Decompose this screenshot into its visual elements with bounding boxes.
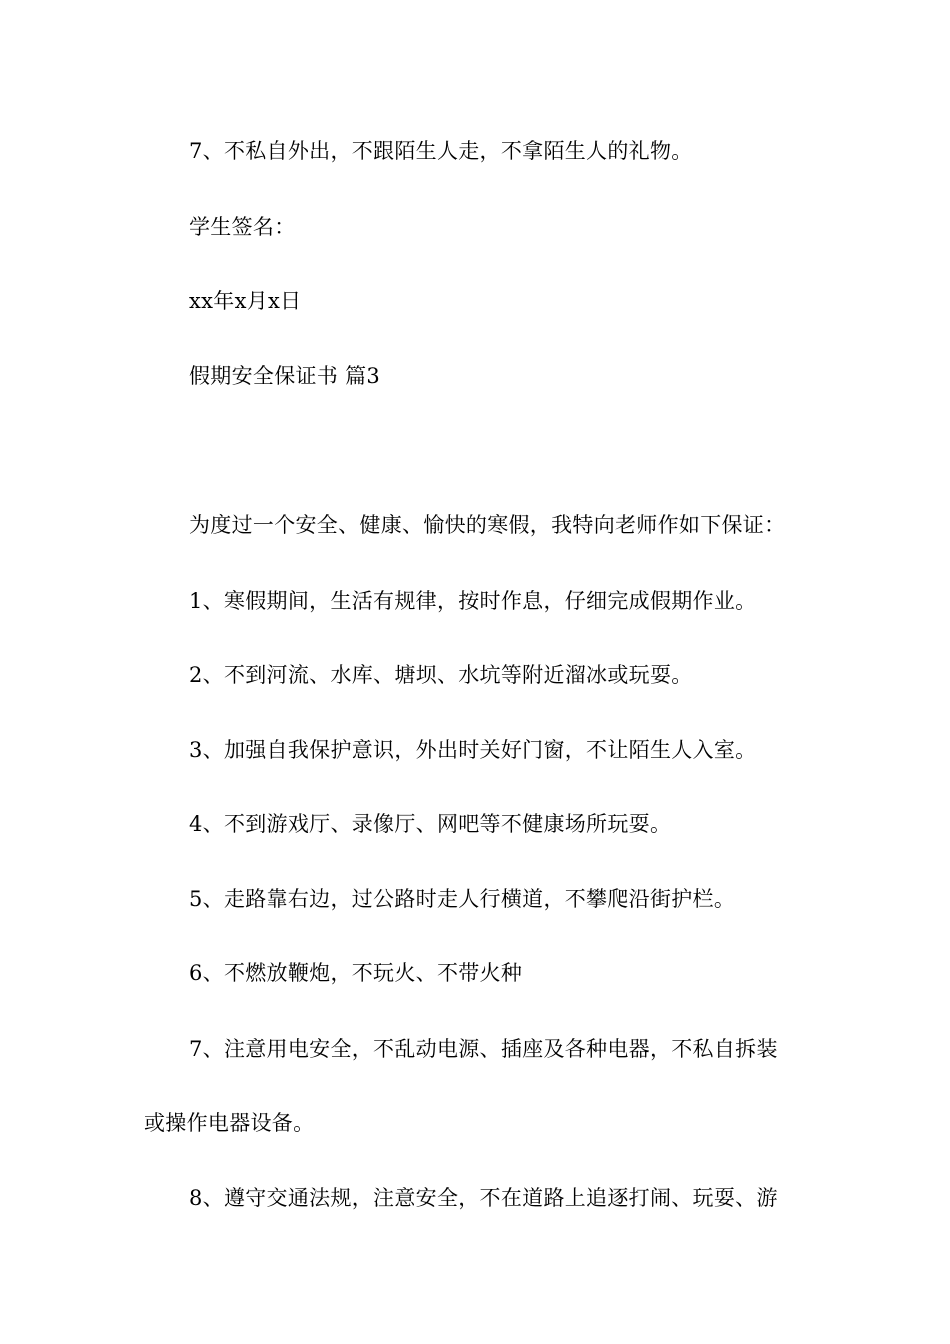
section-heading: 假期安全保证书 篇3 xyxy=(189,364,381,388)
pledge-item-8: 8、遵守交通法规，注意安全，不在道路上追逐打闹、玩耍、游 xyxy=(189,1186,778,1210)
pledge-item-3: 3、加强自我保护意识，外出时关好门窗，不让陌生人入室。 xyxy=(189,738,757,762)
pledge-item-4: 4、不到游戏厅、录像厅、网吧等不健康场所玩耍。 xyxy=(189,812,672,836)
pledge-item-2: 2、不到河流、水库、塘坝、水坑等附近溜冰或玩耍。 xyxy=(189,663,693,687)
student-signature-label: 学生签名： xyxy=(189,215,296,239)
pledge-item-1: 1、寒假期间，生活有规律，按时作息，仔细完成假期作业。 xyxy=(189,589,757,613)
date-line: xx年x月x日 xyxy=(189,289,302,313)
pledge-item-7: 7、注意用电安全，不乱动电源、插座及各种电器，不私自拆装 xyxy=(189,1037,778,1061)
intro-paragraph: 为度过一个安全、健康、愉快的寒假，我特向老师作如下保证： xyxy=(189,513,786,537)
pledge-item-5: 5、走路靠右边，过公路时走人行横道，不攀爬沿街护栏。 xyxy=(189,887,736,911)
pledge-item-7-continued: 或操作电器设备。 xyxy=(144,1111,315,1135)
pledge-item-6: 6、不燃放鞭炮，不玩火、不带火种 xyxy=(189,961,523,985)
pledge-item-7-first: 7、不私自外出，不跟陌生人走，不拿陌生人的礼物。 xyxy=(189,139,693,163)
